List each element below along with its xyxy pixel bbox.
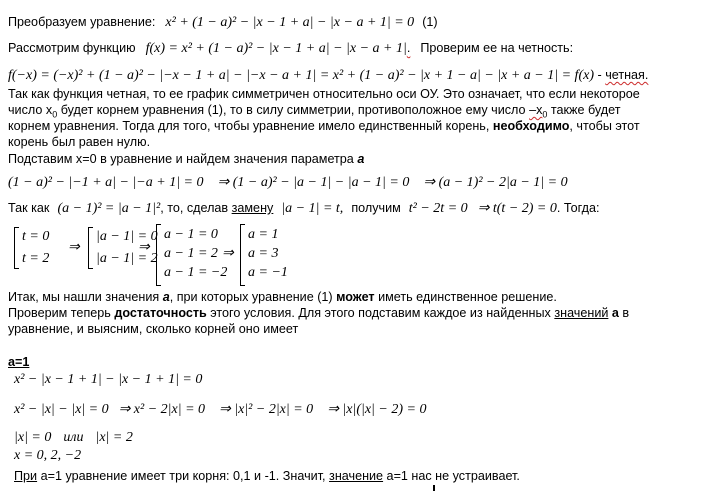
chain-eq3: ⇒ (a − 1)² − 2|a − 1| = 0 — [423, 175, 568, 190]
para2-bold-sufficiency: достаточность — [114, 306, 207, 320]
para2-text-1a: Итак, мы нашли значения — [8, 290, 163, 304]
case1-eq2-line — [14, 400, 426, 418]
equation-chain — [8, 173, 568, 191]
parity-line — [8, 66, 648, 84]
set4-row1: a = 1 — [248, 227, 279, 242]
set3-row2: a − 1 = 2 — [164, 246, 218, 261]
case1-concl-end: a=1 нас не устраивает. — [383, 469, 520, 483]
since-text3: получим — [351, 201, 401, 215]
arrow-3: ⇒ — [222, 246, 234, 261]
case1-eq3-or: или — [63, 430, 84, 445]
para2-line2 — [8, 306, 629, 321]
case1-concl-value-word: значение — [329, 469, 384, 483]
case1-eq2a: x² − |x| − |x| = 0 — [14, 402, 109, 417]
case1-conclusion — [14, 469, 520, 484]
case1-eq2b: ⇒ x² − 2|x| = 0 — [118, 402, 206, 417]
set1-row2: t = 2 — [22, 251, 50, 266]
set2-row2: |a − 1| = 2 — [96, 251, 158, 266]
para1-neg-sub: 0 — [542, 109, 548, 120]
para1-sub-a: 0 — [52, 109, 58, 120]
case1-eq3b: |x| = 2 — [95, 430, 133, 445]
para2-line1 — [8, 290, 557, 305]
arrow-2: ⇒ — [138, 240, 150, 255]
para2-text-2a: Проверим теперь — [8, 306, 115, 320]
case1-eq3a: |x| = 0 — [14, 430, 52, 445]
para1-line1: Так как функция четная, то ее график симметричен относительно оси ОУ. Это означает, что если некоторое — [8, 87, 640, 101]
case1-heading: a=1 — [8, 355, 30, 369]
case1-eq2c: ⇒ |x|² − 2|x| = 0 — [219, 402, 314, 417]
para1-line3 — [8, 119, 640, 134]
substitute-line — [8, 152, 364, 167]
set3-row3: a − 1 = −2 — [164, 265, 228, 280]
bracket-4 — [240, 224, 245, 286]
set4-row2: a = 3 — [248, 246, 279, 261]
text-cursor — [433, 485, 435, 491]
since-math1: (a − 1)² = |a − 1|² — [57, 201, 161, 216]
para1-neg-x0 — [529, 103, 548, 120]
para2-text-2b: этого условия. Для этого подставим каждое из найденных — [206, 306, 555, 320]
since-text1: Так как — [8, 201, 50, 215]
arrow-1: ⇒ — [68, 240, 80, 255]
para2-text-1b: , при которых уравнение (1) — [169, 290, 337, 304]
para1-text-3b: , чтобы этот — [569, 119, 640, 133]
set1-row1: t = 0 — [22, 229, 50, 244]
set3-row1: a − 1 = 0 — [164, 227, 218, 242]
para2-line3: уравнение, и выясним, сколько корней оно имеет — [8, 322, 299, 336]
para2-bold-a: a — [611, 306, 619, 320]
para1-neg-x: –x — [529, 103, 543, 117]
intro-line — [8, 13, 438, 31]
bracket-1 — [14, 227, 19, 269]
since-text2: , то, сделав — [160, 201, 232, 215]
set2-row1: |a − 1| = 0 — [96, 229, 158, 244]
function-label: Рассмотрим функцию — [8, 41, 136, 55]
parity-word: четная. — [605, 68, 649, 82]
parity-check-label: Проверим ее на четность: — [420, 41, 574, 55]
case1-eq4: x = 0, 2, −2 — [14, 448, 82, 463]
para2-param: a — [162, 290, 170, 304]
bracket-2 — [88, 227, 93, 269]
substitute-param: a — [357, 152, 365, 166]
set4-row3: a = −1 — [248, 265, 288, 280]
substitute-text: Подставим x=0 в уравнение и найдем значения параметра — [8, 152, 358, 166]
para1-text-b: будет корнем уравнения (1), то в силу симметрии, противоположное ему число — [57, 103, 530, 117]
since-text4: . Тогда: — [556, 201, 600, 215]
para1-bold-necessary: необходимо — [492, 119, 570, 133]
parity-dash: - — [593, 68, 606, 82]
since-substitution: замену — [231, 201, 274, 215]
case1-eq1: x² − |x − 1 + 1| − |x − 1 + 1| = 0 — [14, 372, 203, 387]
intro-equation: x² + (1 − a)² − |x − 1 + a| − |x − a + 1| = 0 — [165, 15, 415, 30]
equation-number: (1) — [422, 15, 438, 29]
para2-values-word: значений — [554, 306, 609, 320]
para1-text-d: также будет — [547, 103, 621, 117]
function-formula: f(x) = x² + (1 − a)² − |x − 1 + a| − |x − a + 1| — [145, 41, 407, 56]
chain-eq2: ⇒ (1 − a)² − |a − 1| − |a − 1| = 0 — [217, 175, 410, 190]
para1-line4: корень был равен нулю. — [8, 135, 151, 149]
function-period: . — [406, 41, 411, 55]
para2-text-2d: в — [618, 306, 630, 320]
para2-bold-may: может — [336, 290, 375, 304]
case1-eq3-line — [14, 428, 133, 446]
chain-eq1: (1 − a)² − |−1 + a| − |−a + 1| = 0 — [8, 175, 204, 190]
case1-eq2d: ⇒ |x|(|x| − 2) = 0 — [327, 402, 427, 417]
bracket-3 — [156, 224, 161, 286]
since-math2: |a − 1| = t, — [281, 201, 344, 216]
since-math3: t² − 2t = 0 — [408, 201, 468, 216]
case1-concl-pri: При — [14, 469, 38, 483]
function-line — [8, 39, 573, 57]
para2-text-1c: иметь единственное решение. — [374, 290, 557, 304]
since-math4: ⇒ t(t − 2) = 0 — [477, 201, 557, 216]
parity-formula: f(−x) = (−x)² + (1 − a)² − |−x − 1 + a| − |−x − a + 1| = x² + (1 − a)² − |x + 1 − a| − |x + a − 1| = f(x) — [8, 68, 594, 83]
since-line — [8, 199, 599, 217]
case1-concl-text: a=1 уравнение имеет три корня: 0,1 и -1. Значит, — [37, 469, 330, 483]
para1-text-a: число x — [8, 103, 53, 117]
intro-label: Преобразуем уравнение: — [8, 15, 156, 29]
para1-text-3a: корнем уравнения. Тогда для того, чтобы уравнение имело единственный корень, — [8, 119, 493, 133]
